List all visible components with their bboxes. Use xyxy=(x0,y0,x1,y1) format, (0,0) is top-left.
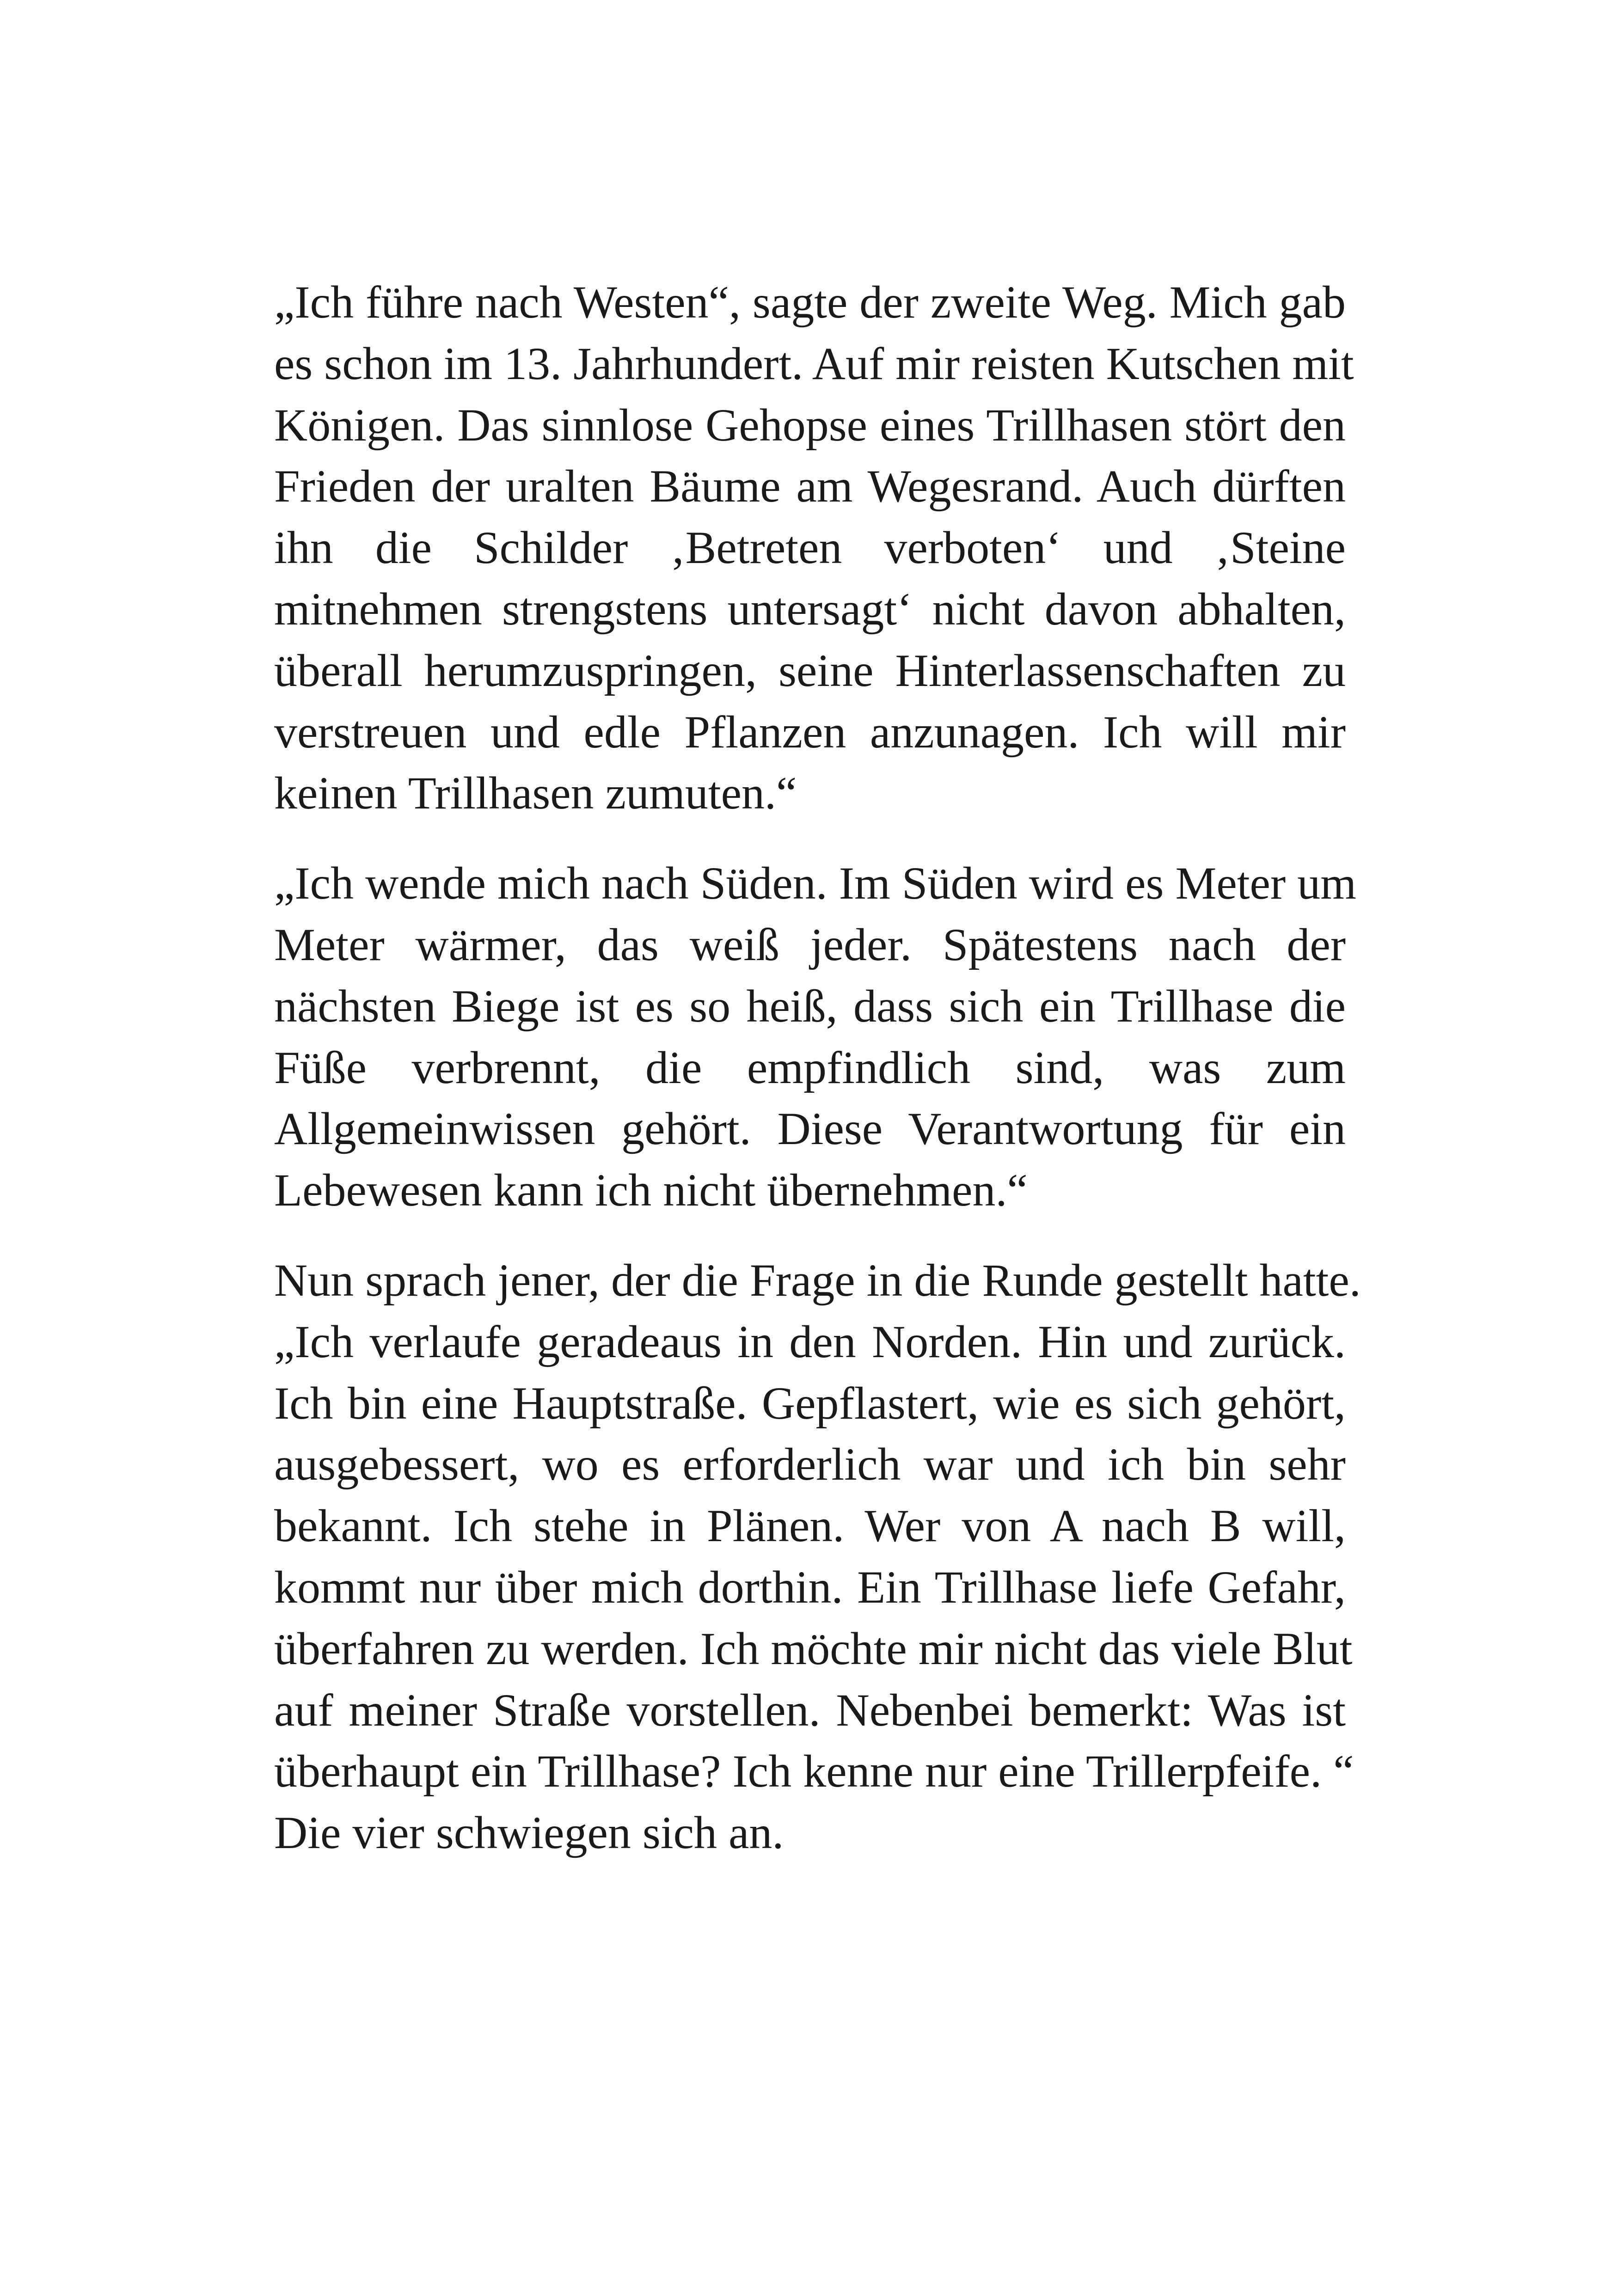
text-line: Nun sprach jener, der die Frage in die Runde gestellt hatte. xyxy=(274,1254,1361,1306)
text-line: Ich bin eine Hauptstraße. Gepflastert, wie es sich gehört, xyxy=(274,1377,1346,1429)
text-line: kommt nur über mich dorthin. Ein Trillhase liefe Gefahr, xyxy=(274,1561,1346,1613)
text-line: verstreuen und edle Pflanzen anzunagen. Ich will mir xyxy=(274,706,1346,758)
text-line: Füße verbrennt, die empfindlich sind, was zum xyxy=(274,1041,1346,1093)
paragraph-north xyxy=(274,1250,1361,1864)
paragraph-west xyxy=(274,272,1354,824)
text-line: Königen. Das sinnlose Gehopse eines Trillhasen stört den xyxy=(274,399,1346,451)
text-line: ihn die Schilder ‚Betreten verboten‘ und ‚Steine xyxy=(274,522,1346,574)
text-line: Meter wärmer, das weiß jeder. Spätestens nach der xyxy=(274,918,1346,970)
text-line: mitnehmen strengstens untersagt‘ nicht davon abhalten, xyxy=(274,583,1346,635)
text-line: überhaupt ein Trillhase? Ich kenne nur eine Trillerpfeife. “ xyxy=(274,1745,1354,1797)
text-line: Lebewesen kann ich nicht übernehmen.“ xyxy=(274,1164,1028,1216)
text-line: „Ich führe nach Westen“, sagte der zweite Weg. Mich gab xyxy=(274,276,1346,328)
text-body xyxy=(274,272,1361,1864)
paragraph-south xyxy=(274,853,1357,1221)
text-line: Die vier schwiegen sich an. xyxy=(274,1807,784,1859)
text-line: nächsten Biege ist es so heiß, dass sich ein Trillhase die xyxy=(274,980,1346,1032)
text-line: bekannt. Ich stehe in Plänen. Wer von A nach B will, xyxy=(274,1500,1346,1552)
text-line: keinen Trillhasen zumuten.“ xyxy=(274,767,797,819)
text-line: „Ich wende mich nach Süden. Im Süden wird es Meter um xyxy=(274,857,1357,909)
text-line: überall herumzuspringen, seine Hinterlassenschaften zu xyxy=(274,644,1346,696)
text-line: auf meiner Straße vorstellen. Nebenbei bemerkt: Was ist xyxy=(274,1684,1346,1736)
text-line: Frieden der uralten Bäume am Wegesrand. Auch dürften xyxy=(274,460,1346,512)
text-line: Allgemeinwissen gehört. Diese Verantwortung für ein xyxy=(274,1103,1346,1155)
text-line: ausgebessert, wo es erforderlich war und ich bin sehr xyxy=(274,1439,1346,1490)
text-line: „Ich verlaufe geradeaus in den Norden. Hin und zurück. xyxy=(274,1316,1346,1367)
text-line: überfahren zu werden. Ich möchte mir nicht das viele Blut xyxy=(274,1623,1353,1674)
text-line: es schon im 13. Jahrhundert. Auf mir reisten Kutschen mit xyxy=(274,337,1354,389)
